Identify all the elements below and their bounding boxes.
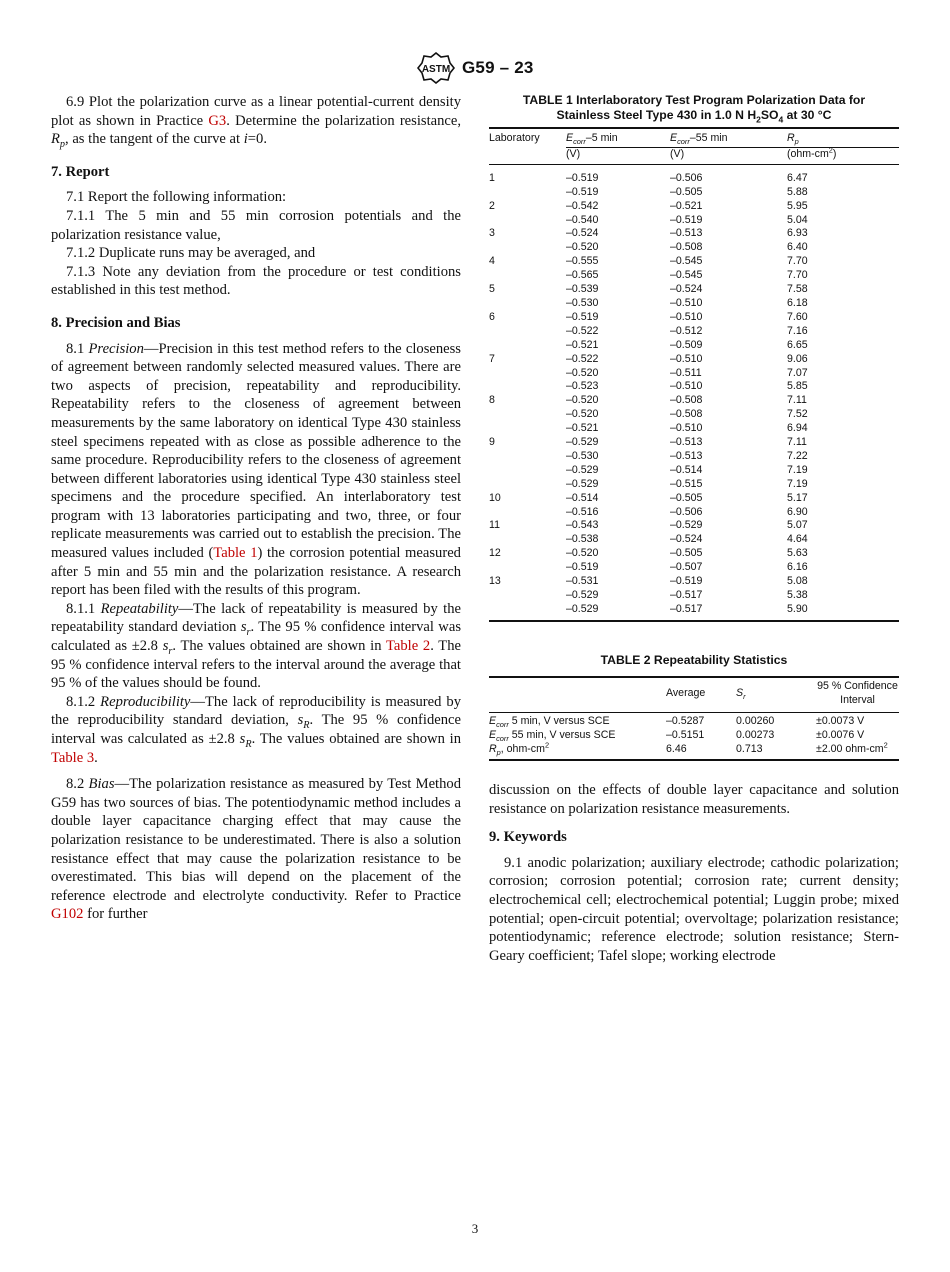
cell-rp: 7.11: [787, 394, 807, 407]
cell-ecorr-55min: –0.510: [670, 422, 703, 435]
cell-ecorr-55min: –0.510: [670, 296, 703, 309]
cell-rp: 7.16: [787, 324, 808, 337]
cell-quantity: $E_{corr}$ 5 min, V versus SCE: [489, 714, 610, 729]
cell-laboratory: [489, 297, 566, 311]
cell-laboratory: [489, 506, 566, 520]
cell-sr: 0.713: [736, 743, 816, 760]
cell-ecorr-5min: –0.530: [566, 449, 599, 462]
cell-laboratory: 12: [489, 547, 501, 560]
cell-rp: 6.90: [787, 505, 808, 518]
cell-laboratory: [489, 325, 566, 339]
table-row: [489, 729, 899, 743]
paragraph-7-1-3: 7.1.3 Note any deviation from the procedure or test conditions established in this test method.: [51, 263, 461, 299]
link-practice-g102[interactable]: G102: [51, 906, 84, 923]
cell-ecorr-55min: –0.507: [670, 561, 703, 574]
cell-ecorr-5min: –0.529: [566, 436, 599, 449]
cell-average: –0.5151: [666, 728, 705, 741]
cell-ecorr-5min: –0.524: [566, 227, 599, 240]
unit-ecorr-5min: (V): [566, 147, 670, 164]
cell-laboratory: 13: [489, 575, 501, 588]
cell-laboratory: [489, 561, 566, 575]
page-number: 3: [471, 1221, 479, 1236]
cell-laboratory: [489, 186, 566, 200]
cell-ecorr-5min: –0.520: [566, 366, 599, 379]
table-1: [489, 127, 899, 622]
table-row: [489, 408, 899, 422]
cell-ecorr-5min: –0.543: [566, 519, 599, 532]
cell-rp: 6.65: [787, 338, 808, 351]
cell-rp: 5.63: [787, 547, 808, 560]
table-row: [489, 367, 899, 381]
cell-laboratory: [489, 478, 566, 492]
cell-ecorr-5min: –0.542: [566, 199, 599, 212]
cell-ecorr-5min: –0.540: [566, 213, 599, 226]
cell-ecorr-5min: –0.520: [566, 241, 599, 254]
cell-ecorr-5min: –0.529: [566, 603, 670, 621]
cell-ecorr-55min: –0.515: [670, 477, 703, 490]
cell-rp: 7.19: [787, 463, 808, 476]
left-column: [51, 93, 461, 924]
paragraph-7-1-1: 7.1.1 The 5 min and 55 min corrosion potentials and the polarization resistance value,: [51, 207, 461, 243]
cell-laboratory: [489, 269, 566, 283]
cell-laboratory: [489, 214, 566, 228]
section-heading-report: 7. Report: [51, 163, 110, 180]
cell-laboratory: 7: [489, 352, 495, 365]
table-row: [489, 255, 899, 269]
column-header-laboratory: Laboratory: [489, 128, 566, 147]
cell-ecorr-55min: –0.517: [670, 603, 787, 621]
cell-rp: 7.58: [787, 283, 808, 296]
table-row: [489, 214, 899, 228]
cell-laboratory: 8: [489, 394, 495, 407]
link-table-2[interactable]: Table 2: [385, 638, 431, 655]
cell-laboratory: [489, 464, 566, 478]
section-heading-precision-bias: 8. Precision and Bias: [51, 314, 181, 331]
cell-rp: 7.70: [787, 255, 808, 268]
table-row: [489, 436, 899, 450]
cell-rp: 4.64: [787, 533, 808, 546]
paragraph-6-9: 6.9 Plot the polarization curve as a linear potential-current density plot as shown in Practice G3. Determine the polarization resistance, $R_p$, as the tangent of the curve at i=0.: [51, 94, 462, 151]
cell-rp: 5.04: [787, 213, 808, 226]
cell-confidence-interval: ±0.0076 V: [816, 728, 865, 741]
cell-rp: 5.88: [787, 185, 808, 198]
cell-rp: 9.06: [787, 352, 808, 365]
cell-ecorr-55min: –0.514: [670, 463, 703, 476]
table-row: [489, 506, 899, 520]
cell-ecorr-5min: –0.522: [566, 324, 599, 337]
cell-ecorr-5min: –0.531: [566, 575, 599, 588]
svg-text:ASTM: ASTM: [421, 64, 451, 75]
cell-rp: 6.93: [787, 227, 808, 240]
cell-rp: 6.40: [787, 241, 808, 254]
cell-ecorr-5min: –0.530: [566, 296, 599, 309]
page-header: [0, 52, 950, 86]
cell-laboratory: [489, 339, 566, 353]
cell-ecorr-5min: –0.529: [566, 589, 599, 601]
cell-ecorr-5min: –0.523: [566, 380, 599, 393]
cell-laboratory: 3: [489, 227, 495, 240]
cell-sr: 0.00260: [736, 714, 775, 727]
table-2-header-row: [489, 677, 899, 712]
table-row: [489, 561, 899, 575]
column-header-ecorr-55min: $E_{corr}-55$ min: [670, 128, 787, 147]
cell-ecorr-55min: –0.506: [670, 505, 703, 518]
cell-ecorr-5min: –0.521: [566, 338, 599, 351]
cell-laboratory: [489, 533, 566, 547]
table-2-block: [489, 653, 899, 761]
table-row: [489, 241, 899, 255]
table-row: [489, 492, 899, 506]
unit-rp: $(ohm-cm^2)$: [787, 147, 899, 164]
table-row: [489, 603, 899, 621]
cell-ecorr-55min: –0.505: [670, 491, 703, 504]
cell-ecorr-55min: –0.521: [670, 199, 703, 212]
table-row: [489, 450, 899, 464]
cell-confidence-interval: ±2.00 ohm-$cm^2$: [816, 743, 899, 760]
table-row: [489, 533, 899, 547]
cell-ecorr-55min: –0.508: [670, 408, 703, 421]
cell-ecorr-55min: –0.512: [670, 324, 703, 337]
cell-average: 6.46: [666, 743, 736, 760]
cell-ecorr-55min: –0.519: [670, 213, 703, 226]
cell-ecorr-55min: –0.510: [670, 310, 703, 323]
table-row: [489, 186, 899, 200]
cell-laboratory: [489, 589, 566, 603]
cell-rp: 5.07: [787, 519, 808, 532]
cell-ecorr-5min: –0.520: [566, 394, 599, 407]
cell-rp: 5.38: [787, 589, 808, 601]
cell-ecorr-55min: –0.506: [670, 171, 703, 184]
table-row: [489, 575, 899, 589]
cell-ecorr-55min: –0.517: [670, 589, 703, 601]
paragraph-7-1-2: 7.1.2 Duplicate runs may be averaged, and: [66, 245, 316, 262]
cell-rp: 6.94: [787, 422, 808, 435]
table-row: [489, 478, 899, 492]
cell-laboratory: 11: [489, 519, 500, 532]
paragraph-9-1: 9.1 anodic polarization; auxiliary electrode; cathodic polarization; corrosion; corrosion potential; corrosion rate; current density; electrochemical cell; electrochemical potential; Luggin probe; mixed potential; open-circuit potential; overvoltage; polarization resistance; potentiodynamic; reference electrode; solution resistance; Stern-Geary coefficient; Tafel slope; working electrode: [489, 854, 899, 964]
cell-confidence-interval: ±0.0073 V: [816, 714, 865, 727]
cell-ecorr-5min: –0.519: [566, 310, 599, 323]
table-row: [489, 339, 899, 353]
cell-rp: 5.95: [787, 199, 808, 212]
cell-laboratory: [489, 380, 566, 394]
cell-rp: 7.60: [787, 310, 808, 323]
cell-rp: 6.18: [787, 296, 808, 309]
table-1-body: [489, 164, 899, 621]
paragraph-8-2: 8.2 Bias—The polarization resistance as measured by Test Method G59 has two sources of bias. The potentiodynamic method includes a double layer capacitance charging effect that may cause the polarization resistance to be underestimated. There is also a solution resistance effect that may cause the polarization resistance to be overestimated. This bias will depend on the placement of the reference electrode and electrolyte conductivity. Refer to Practice G102 for further: [51, 776, 462, 923]
cell-ecorr-55min: –0.511: [670, 366, 702, 379]
cell-laboratory: [489, 450, 566, 464]
cell-ecorr-5min: –0.519: [566, 561, 599, 574]
table-row: [489, 283, 899, 297]
cell-ecorr-5min: –0.529: [566, 463, 599, 476]
cell-laboratory: 9: [489, 436, 495, 449]
column-header-sr: $S_r$: [736, 677, 816, 712]
cell-ecorr-55min: –0.513: [670, 436, 703, 449]
paragraph-8-1-1: 8.1.1 Repeatability—The lack of repeatability is measured by the repeatability standard deviation $s_r$. The 95 % confidence interval was calculated as ±2.8 $s_r$. The values obtained are shown in Table 2. The 95 % confidence interval refers to the interval around the average that 95 % of the values should be found.: [51, 600, 461, 692]
table-1-units-row: [489, 147, 899, 164]
cell-ecorr-5min: –0.565: [566, 269, 599, 282]
document-designation: G59 – 23: [462, 58, 534, 77]
table-row: [489, 325, 899, 339]
cell-ecorr-55min: –0.510: [670, 352, 703, 365]
cell-ecorr-55min: –0.513: [670, 227, 703, 240]
table-row: [489, 519, 899, 533]
cell-ecorr-5min: –0.539: [566, 283, 599, 296]
table-row: [489, 712, 899, 728]
cell-ecorr-5min: –0.519: [566, 185, 599, 198]
cell-rp: 5.85: [787, 380, 808, 393]
table-row: [489, 297, 899, 311]
cell-ecorr-5min: –0.520: [566, 547, 599, 560]
cell-rp: 6.47: [787, 171, 808, 184]
table-1-caption: TABLE 1 Interlaboratory Test Program Polarization Data for Stainless Steel Type 430 in 1.0 N $H_2SO_4$ at 30 °C: [522, 93, 866, 125]
table-1-header-row: [489, 128, 899, 147]
cell-laboratory: [489, 367, 566, 381]
cell-ecorr-5min: –0.555: [566, 255, 599, 268]
unit-ecorr-55min: (V): [670, 147, 787, 164]
paragraph-7-1: 7.1 Report the following information:: [66, 189, 287, 206]
cell-rp: 7.22: [787, 449, 808, 462]
cell-rp: 7.52: [787, 408, 808, 421]
cell-rp: 7.11: [787, 436, 807, 449]
right-column-text: [489, 781, 899, 965]
cell-laboratory: [489, 603, 566, 621]
section-heading-keywords: 9. Keywords: [489, 829, 567, 846]
cell-laboratory: 10: [489, 491, 501, 504]
cell-ecorr-5min: –0.514: [566, 491, 599, 504]
cell-rp: 5.17: [787, 491, 808, 504]
cell-ecorr-5min: –0.521: [566, 422, 599, 435]
cell-rp: 7.07: [787, 366, 808, 379]
cell-laboratory: 2: [489, 199, 495, 212]
cell-ecorr-55min: –0.508: [670, 241, 703, 254]
cell-ecorr-5min: –0.522: [566, 352, 599, 365]
cell-laboratory: [489, 241, 566, 255]
cell-rp: 7.70: [787, 269, 808, 282]
cell-ecorr-55min: –0.513: [670, 449, 703, 462]
cell-ecorr-5min: –0.529: [566, 477, 599, 490]
cell-rp: 7.19: [787, 477, 808, 490]
cell-ecorr-55min: –0.509: [670, 338, 703, 351]
paragraph-8-1-2: 8.1.2 Reproducibility—The lack of reproducibility is measured by the reproducibility standard deviation, $s_R$. The 95 % confidence interval was calculated as ±2.8 $s_R$. The values obtained are shown in Table 3.: [51, 693, 461, 766]
cell-rp: 6.16: [787, 561, 808, 574]
cell-ecorr-55min: –0.508: [670, 394, 703, 407]
table-row: [489, 227, 899, 241]
cell-laboratory: 5: [489, 283, 495, 296]
cell-ecorr-5min: –0.520: [566, 408, 599, 421]
column-header-average: Average: [666, 677, 736, 712]
cell-ecorr-5min: –0.516: [566, 505, 599, 518]
column-header-rp: $R_p$: [787, 128, 899, 147]
cell-laboratory: [489, 408, 566, 422]
cell-ecorr-55min: –0.524: [670, 283, 703, 296]
cell-laboratory: 1: [489, 171, 495, 184]
cell-ecorr-55min: –0.545: [670, 269, 703, 282]
cell-ecorr-55min: –0.524: [670, 533, 703, 546]
table-row: [489, 164, 899, 185]
cell-rp: 5.08: [787, 575, 808, 588]
link-practice-g3[interactable]: G3: [208, 112, 227, 129]
cell-laboratory: 4: [489, 255, 495, 268]
table-row: [489, 743, 899, 760]
right-column: [489, 93, 899, 964]
table-2: [489, 676, 899, 761]
table-row: [489, 380, 899, 394]
cell-ecorr-55min: –0.545: [670, 255, 703, 268]
cell-ecorr-55min: –0.519: [670, 575, 703, 588]
cell-average: –0.5287: [666, 714, 705, 727]
table-row: [489, 311, 899, 325]
table-row: [489, 464, 899, 478]
link-table-3[interactable]: Table 3: [51, 749, 95, 766]
cell-quantity: $R_p$, ohm-$cm^2$: [489, 743, 666, 760]
table-2-body: [489, 712, 899, 759]
table-row: [489, 422, 899, 436]
table-2-caption: TABLE 2 Repeatability Statistics: [600, 653, 788, 667]
column-header-ecorr-5min: $E_{corr}-5$ min: [566, 128, 670, 147]
table-row: [489, 269, 899, 283]
cell-laboratory: 6: [489, 310, 495, 323]
table-row: [489, 547, 899, 561]
astm-logo-icon: [417, 52, 455, 84]
cell-ecorr-55min: –0.505: [670, 547, 703, 560]
cell-ecorr-5min: –0.519: [566, 171, 599, 184]
cell-rp: 5.90: [787, 603, 899, 621]
table-row: [489, 353, 899, 367]
cell-ecorr-55min: –0.529: [670, 519, 703, 532]
cell-laboratory: [489, 422, 566, 436]
cell-ecorr-55min: –0.510: [670, 380, 703, 393]
link-table-1[interactable]: Table 1: [213, 545, 258, 562]
paragraph-8-1: 8.1 Precision—Precision in this test method refers to the closeness of agreement between randomly selected measured values. There are two aspects of precision, repeatability and reproducibility. Repeatability refers to the closeness of agreement between measurements by the same laboratory on identical Type 430 stainless steel specimens repeated with as close as possible adherence to the same procedure. Reproducibility refers to the closeness of agreement between different laboratories using identical Type 430 stainless steel specimens and the procedure specified. An interlaboratory test program with 13 laboratories participating and two, three, or four replicate measurements was carried out to establish the precision. The measured values included (Table 1) the corrosion potential measured after 5 min and 55 min and the polarization resistance. A research report has been filed with the results of this program.: [51, 340, 461, 599]
paragraph-8-2-continued: discussion on the effects of double layer capacitance and solution resistance on polarization resistance measurements.: [489, 782, 899, 817]
cell-ecorr-5min: –0.538: [566, 533, 599, 546]
table-row: [489, 589, 899, 603]
table-row: [489, 200, 899, 214]
cell-ecorr-55min: –0.505: [670, 185, 703, 198]
cell-sr: 0.00273: [736, 728, 775, 741]
table-row: [489, 394, 899, 408]
column-header-confidence-interval: 95 % Confidence Interval: [816, 677, 899, 712]
table-1-block: [489, 93, 899, 622]
cell-quantity: $E_{corr}$ 55 min, V versus SCE: [489, 728, 616, 743]
